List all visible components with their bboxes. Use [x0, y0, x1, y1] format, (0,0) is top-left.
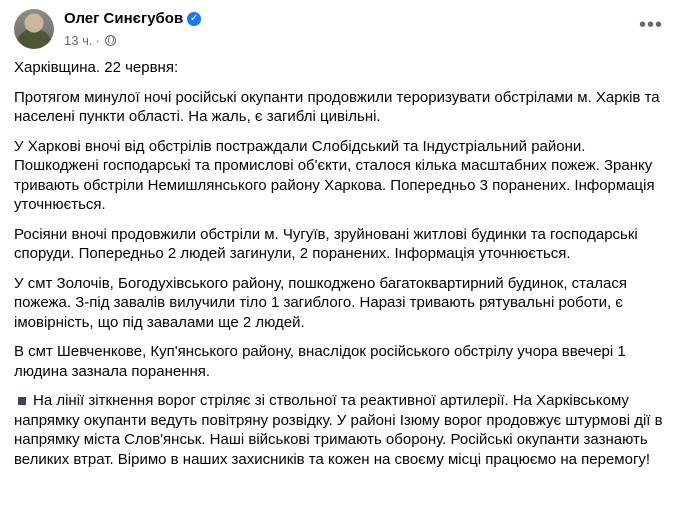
post-paragraph-text: На лінії зіткнення ворог стріляє зі ствольної та реактивної артилерії. На Харківському напрямку окупанти ведуть повітряну розвідку. У районі Ізюму ворог продовжує штурмові дії в напрямку міста Слов'янськ. Наші військові тримають оборону. Російські окупанти зазнають великих втрат. Віримо в наших захисників та кожен на своєму місці працюємо на перемогу! [14, 392, 663, 468]
post-paragraph-bulleted [14, 391, 666, 469]
post-time[interactable]: 13 ч. [64, 33, 93, 48]
post-text [14, 58, 666, 479]
meta-separator: · [95, 33, 100, 48]
post-meta [64, 33, 116, 48]
post-paragraph: В смт Шевченкове, Куп'янського району, внаслідок російського обстрілу учора ввечері 1 людина зазнала поранення. [14, 343, 626, 380]
square-bullet-icon [18, 397, 26, 405]
post-header [14, 9, 667, 53]
more-options-button[interactable] [635, 11, 667, 39]
verified-badge-icon: ✓ [187, 12, 201, 26]
post-paragraph: У смт Золочів, Богодухівського району, пошкоджено багатоквартирний будинок, сталася пожежа. З-під завалів вилучили тіло 1 загиблого. Наразі тривають рятувальні роботи, є імовірність, що під завалами ще 2 людей. [14, 274, 627, 331]
avatar[interactable] [14, 9, 54, 49]
globe-icon [105, 35, 116, 46]
more-horizontal-icon: ••• [638, 13, 663, 36]
post-paragraph: Росіяни вночі продовжили обстріли м. Чугуїв, зруйновані житлові будинки та господарські споруди. Попередньо 2 людей загинули, 2 поранених. Інформація уточнюється. [14, 225, 638, 262]
post-paragraph: Протягом минулої ночі російські окупанти продовжили тероризувати обстрілами м. Харків та населені пункти області. На жаль, є загиблі цивільні. [14, 88, 660, 125]
post-paragraph: Харківщина. 22 червня: [14, 59, 179, 76]
author-name[interactable]: Олег Синєгубов [64, 10, 184, 27]
author-row [64, 10, 201, 27]
post-paragraph: У Харкові вночі від обстрілів постраждали Слобідський та Індустріальний райони. Пошкоджені господарські та промислові об'єкти, сталося кілька масштабних пожеж. Зранку тривають обстріли Немишлянського району Харкова. Попередньо 3 поранених. Інформація уточнюється. [14, 137, 655, 213]
